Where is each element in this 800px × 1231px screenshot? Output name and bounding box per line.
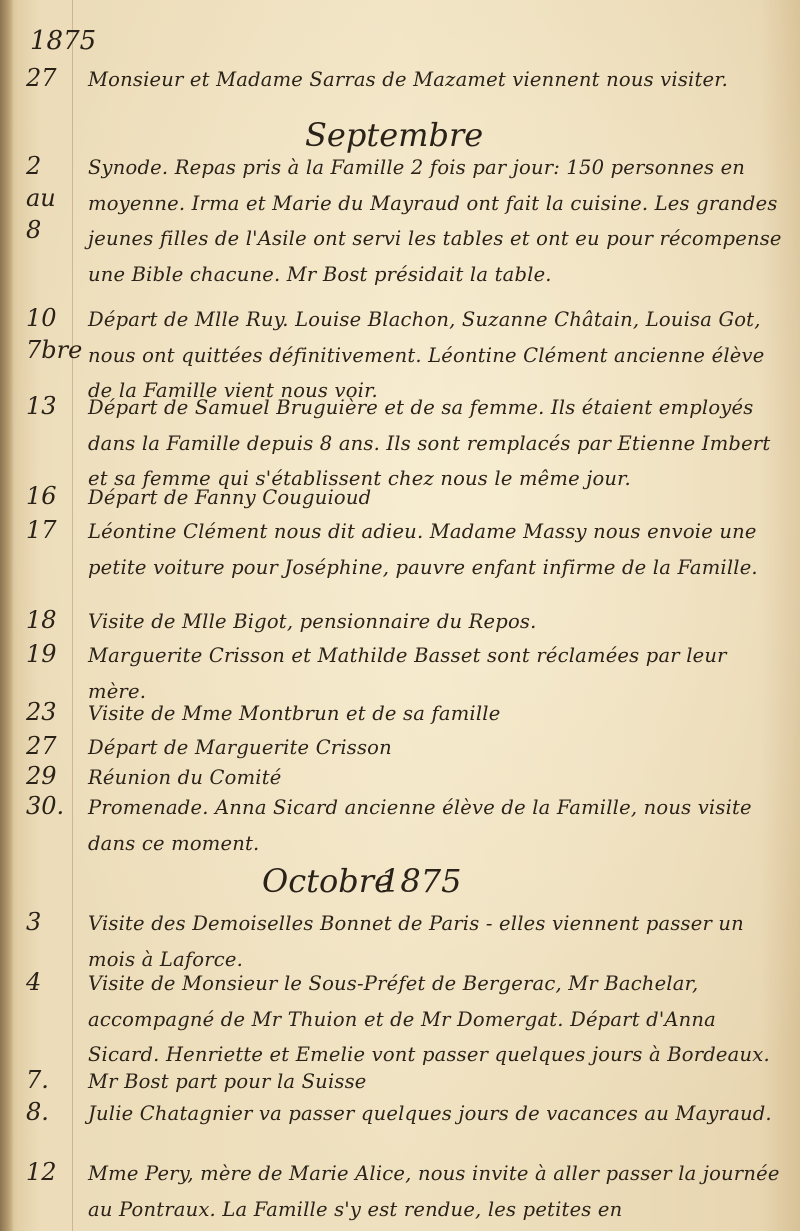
entry-text: Promenade. Anna Sicard ancienne élève de la Famille, nous visite dans ce moment.	[88, 796, 752, 855]
entry-date: 8.	[26, 1098, 49, 1126]
month-heading-september: Septembre	[305, 116, 484, 154]
entry-date: 27	[26, 732, 57, 760]
entry-text: Julie Chatagnier va passer quelques jours de vacances au Mayraud.	[88, 1102, 772, 1125]
entry-text: Visite de Mme Montbrun et de sa famille	[88, 702, 501, 725]
entry-text: Départ de Samuel Bruguière et de sa femme. Ils étaient employés dans la Famille depuis 8 ans. Ils sont remplacés par Etienne Imbert et sa femme qui s'établissent chez nous le même jour.	[88, 396, 771, 490]
entry-date: 27	[26, 64, 57, 92]
entry-date: 19	[26, 640, 57, 668]
entry-text: Léontine Clément nous dit adieu. Madame Massy nous envoie une petite voiture pour Joséphine, pauvre enfant infirme de la Famille.	[88, 520, 758, 579]
entry-text: Marguerite Crisson et Mathilde Basset sont réclamées par leur mère.	[88, 644, 727, 703]
entry-text: Mme Pery, mère de Marie Alice, nous invite à aller passer la journée au Pontraux. La Famille s'y est rendue, les petites en	[88, 1162, 780, 1221]
month-heading-october-year: 1875	[380, 862, 462, 900]
entry-date: 10 7bre	[26, 304, 83, 364]
entry-date: 29	[26, 762, 57, 790]
entry-text: Départ de Marguerite Crisson	[88, 736, 392, 759]
entry-text: Départ de Mlle Ruy. Louise Blachon, Suzanne Châtain, Louisa Got, nous ont quittées définitivement. Léontine Clément ancienne élève de la Famille vient nous voir.	[88, 308, 765, 402]
entry-date: 2 au 8	[26, 152, 56, 244]
entry-text: Synode. Repas pris à la Famille 2 fois par jour: 150 personnes en moyenne. Irma et Marie du Mayraud ont fait la cuisine. Les grandes jeunes filles de l'Asile ont servi les tables et ont eu pour récompense une Bible chacune. Mr Bost présidait la table.	[88, 156, 782, 286]
entry-date: 4	[26, 968, 42, 996]
entry-text: Départ de Fanny Couguioud	[88, 486, 372, 509]
entry-date: 23	[26, 698, 57, 726]
entry-date: 13	[26, 392, 57, 420]
entry-date: 7.	[26, 1066, 49, 1094]
entry-date: 30.	[26, 792, 65, 820]
entry-text: Visite de Mlle Bigot, pensionnaire du Repos.	[88, 610, 537, 633]
entry-text: Mr Bost part pour la Suisse	[88, 1070, 367, 1093]
entry-text: Visite des Demoiselles Bonnet de Paris - elles viennent passer un mois à Laforce.	[88, 912, 744, 971]
entry-date: 18	[26, 606, 57, 634]
entry-text: Visite de Monsieur le Sous-Préfet de Bergerac, Mr Bachelar, accompagné de Mr Thuion et de Mr Domergat. Départ d'Anna Sicard. Henriette et Emelie vont passer quelques jours à Bordeaux.	[88, 972, 770, 1066]
entry-text: Monsieur et Madame Sarras de Mazamet viennent nous visiter.	[88, 68, 729, 91]
entry-date: 12	[26, 1158, 57, 1186]
entry-date: 16	[26, 482, 57, 510]
entry-date: 3	[26, 908, 42, 936]
entry-date: 17	[26, 516, 57, 544]
entry-text: Réunion du Comité	[88, 766, 282, 789]
year-header: 1875	[30, 26, 97, 56]
month-heading-october: Octobre	[262, 862, 393, 900]
